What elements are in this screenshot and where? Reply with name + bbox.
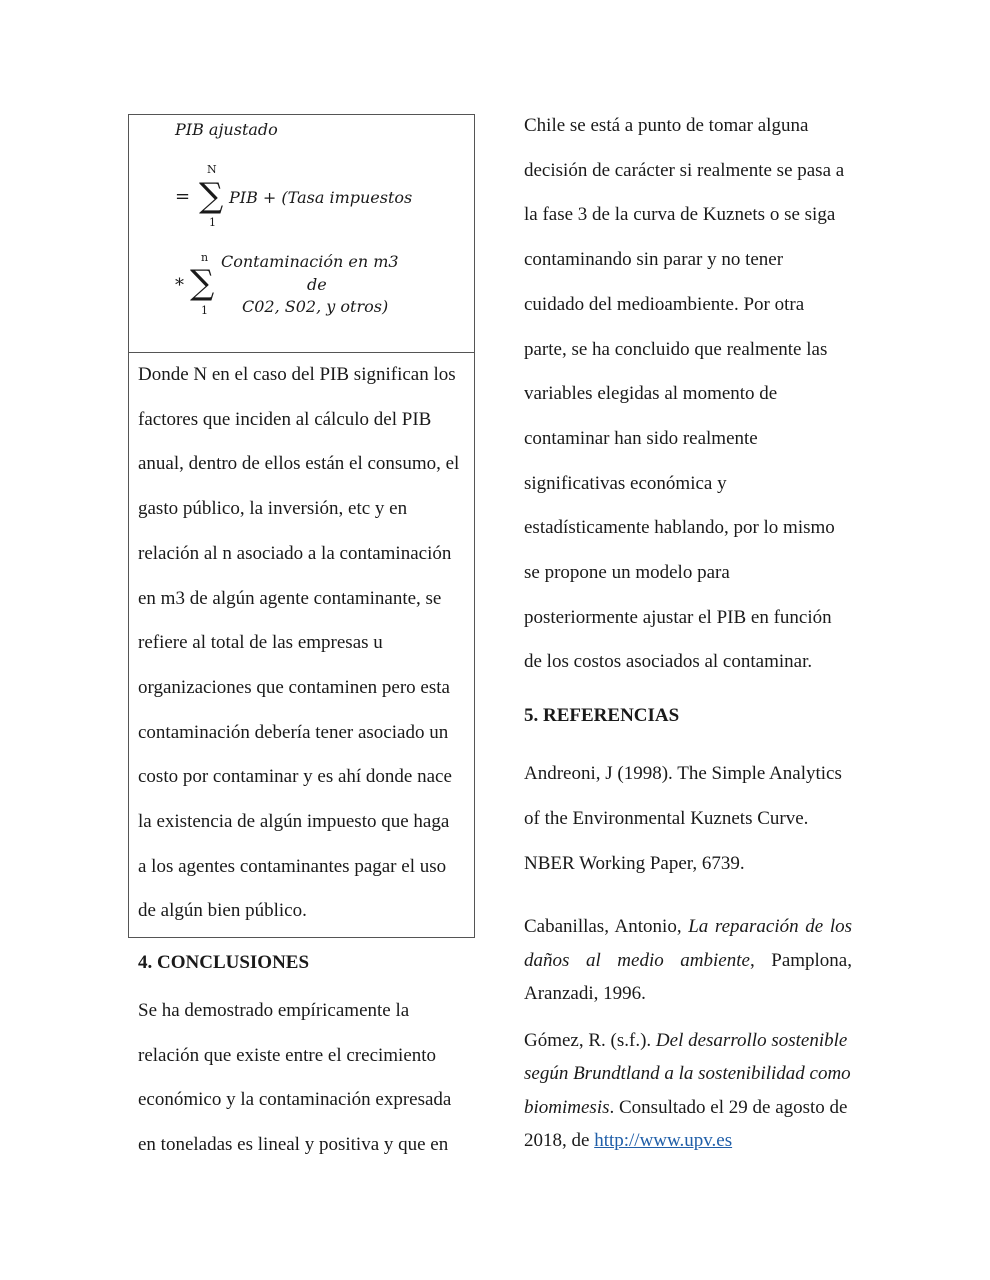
conclusions-paragraph-left (138, 989, 475, 1168)
explanation-line: en m3 de algún agente contaminante, se (138, 587, 442, 609)
reference-title: Del desarrollo sostenible (655, 1029, 848, 1051)
explanation-line: anual, dentro de ellos están el consumo, el (138, 453, 460, 475)
formula-term2-line2: de (307, 275, 327, 294)
conclusions-line: estadísticamente hablando, por lo mismo (524, 517, 835, 539)
formula-term2-line1: Contaminación en m3 (221, 252, 399, 271)
conclusions-paragraph-right (524, 104, 852, 685)
conclusions-line: en toneladas es lineal y positiva y que en (138, 1134, 449, 1156)
conclusions-line: contaminando sin parar y no tener (524, 249, 784, 271)
formula-equals: = (175, 186, 191, 207)
conclusions-line: variables elegidas al momento de (524, 383, 778, 405)
upv-link[interactable]: http://www.upv.es (594, 1130, 733, 1152)
conclusions-line: decisión de carácter si realmente se pasa a (524, 159, 845, 181)
explanation-line: relación al n asociado a la contaminación (138, 542, 452, 564)
conclusions-line: parte, se ha concluido que realmente las (524, 338, 828, 360)
conclusions-line: se propone un modelo para (524, 562, 730, 584)
explanation-line: Donde N en el caso del PIB significan los (138, 364, 456, 385)
conclusions-line: contaminar han sido realmente (524, 427, 758, 449)
reference-author: Cabanillas, Antonio, (524, 916, 689, 938)
sum-lower-2: 1 (201, 304, 208, 317)
sum-lower-1: 1 (209, 216, 216, 229)
reference-author: Gómez, R. (s.f.). (524, 1029, 656, 1051)
reference-line (524, 944, 852, 978)
sum-upper-2: n (201, 251, 209, 264)
formula-lhs: PIB ajustado (175, 120, 278, 139)
conclusions-line: relación que existe entre el crecimiento (138, 1044, 437, 1066)
references-heading: 5. REFERENCIAS (524, 705, 680, 727)
reference-title: biomimesis (524, 1096, 610, 1118)
reference-title: daños al medio ambiente (524, 949, 750, 971)
conclusions-heading: 4. CONCLUSIONES (138, 952, 310, 973)
reference-gomez (524, 1024, 852, 1158)
reference-line: of the Environmental Kuznets Curve. (524, 807, 809, 829)
formula-times: * (175, 275, 184, 296)
conclusions-line: cuidado del medioambiente. Por otra (524, 293, 805, 315)
reference-line (524, 1024, 852, 1058)
reference-consulted: . Consultado el 29 de agosto de (609, 1096, 848, 1118)
reference-publisher: , Pamplona, (749, 949, 852, 971)
explanation-line: factores que inciden al cálculo del PIB (138, 408, 432, 430)
reference-title: La reparación de los (688, 916, 852, 938)
right-column (524, 104, 852, 1158)
left-column (128, 114, 475, 1168)
explanation-line: a los agentes contaminantes pagar el uso (138, 855, 447, 877)
reference-line (524, 1057, 852, 1091)
reference-line: NBER Working Paper, 6739. (524, 852, 745, 874)
reference-line: Aranzadi, 1996. (524, 983, 646, 1005)
formula-box (128, 114, 475, 353)
explanation-line: contaminación debería tener asociado un (138, 721, 449, 743)
explanation-line: de algún bien público. (138, 900, 307, 922)
reference-line (524, 910, 852, 944)
reference-andreoni (524, 752, 852, 886)
summation-symbol-1: ∑ (199, 176, 224, 216)
conclusions-line: Se ha demostrado empíricamente la (138, 1000, 410, 1021)
summation-symbol-2: ∑ (190, 263, 215, 303)
conclusions-line: significativas económica y (524, 472, 727, 494)
reference-line: Andreoni, J (1998). The Simple Analytics (524, 763, 842, 785)
formula-term1: PIB + (Tasa impuestos (229, 188, 413, 207)
conclusions-line: de los costos asociados al contaminar. (524, 651, 813, 673)
explanation-paragraph (138, 353, 466, 934)
sum-upper-1: N (207, 163, 217, 176)
reference-line (524, 1091, 852, 1125)
explanation-box (128, 353, 475, 938)
reference-cabanillas (524, 910, 852, 1011)
explanation-line: costo por contaminar y es ahí donde nace (138, 766, 452, 788)
reference-date: 2018, de (524, 1130, 595, 1152)
conclusions-line: Chile se está a punto de tomar alguna (524, 115, 809, 136)
explanation-line: la existencia de algún impuesto que haga (138, 811, 450, 833)
conclusions-line: económico y la contaminación expresada (138, 1089, 452, 1111)
conclusions-line: posteriormente ajustar el PIB en función (524, 606, 832, 628)
explanation-line: gasto público, la inversión, etc y en (138, 498, 408, 520)
explanation-line: organizaciones que contaminen pero esta (138, 676, 450, 698)
formula-term2-line3: C02, S02, y otros) (242, 297, 389, 316)
reference-title: según Brundtland a la sostenibilidad como (524, 1063, 851, 1085)
explanation-line: refiere al total de las empresas u (138, 632, 383, 654)
conclusions-line: la fase 3 de la curva de Kuznets o se siga (524, 204, 836, 226)
reference-line (524, 1124, 852, 1158)
